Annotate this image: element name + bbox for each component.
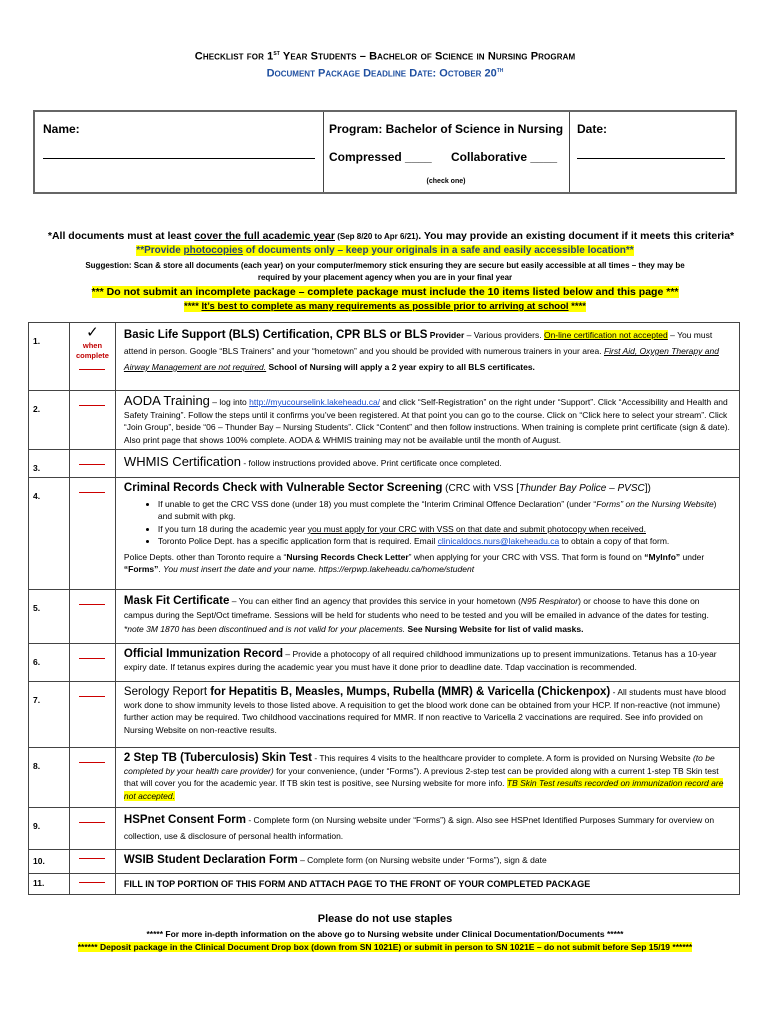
table-row — [29, 478, 740, 590]
table-row — [29, 682, 740, 748]
item-number: 11. — [29, 874, 70, 895]
name-cell — [35, 112, 324, 192]
completion-blank[interactable] — [79, 604, 105, 605]
list-item: • Toronto Police Dept. has a specific application form that is required. Email clinicaldocs.nurs@lakeheadu.ca to obtain a copy of that form. — [158, 535, 731, 548]
item-number: 1. — [29, 323, 70, 391]
table-row — [29, 850, 740, 874]
page-title: Checklist for 1st Year Students – Bachelor of Science in Nursing Program — [194, 50, 576, 63]
table-row — [29, 748, 740, 808]
crc-bullet-list — [124, 498, 731, 548]
incomplete-warning: *** Do not submit an incomplete package – complete package must include the 10 items listed below and this page *** — [91, 286, 679, 298]
date-label: Date: — [577, 122, 608, 136]
completion-blank[interactable] — [79, 858, 105, 859]
student-info-box — [33, 110, 737, 194]
completion-blank[interactable] — [79, 464, 105, 465]
compressed-option[interactable]: Compressed ____ — [329, 150, 432, 164]
item-body: Mask Fit Certificate – You can either find an agency that provides this service in your hometown (N95 Respirator) or choose to have this done on campus during the Sept/Oct timeframe. Sessions will be held for students who need to be tested and you will be emailed in advance of the dates for testing. *note 3M 1870 has been discontinued and is not valid for your placements. See Nursing Website for list of valid masks. — [115, 590, 739, 644]
check-cell[interactable] — [70, 478, 116, 590]
date-field[interactable] — [577, 158, 725, 159]
completion-blank[interactable] — [79, 696, 105, 697]
check-cell[interactable] — [70, 808, 116, 850]
item-body: HSPnet Consent Form - Complete form (on Nursing website under “Forms”) & sign. Also see HSPnet Identified Purposes Summary for overview on collection, use & disclosure of personal health information. — [115, 808, 739, 850]
program-cell — [323, 112, 570, 192]
item-body: Criminal Records Check with Vulnerable Sector Screening (CRC with VSS [Thunder Bay Police – PVSC]) • If unable to get the CRC VSS done (under 18) you must complete the “Interim Criminal Offence Declaration” (under “Forms” on the Nursing Website) and submit with pkg. • If you turn 18 during the academic year you must apply for your CRC with VSS on that date and submit photocopy when received. • Toronto Police Dept. has a specific application form that is required. Email clinicaldocs.nurs@lakeheadu.ca to obtain a copy of that form. Police Depts. other than Toronto require a “Nursing Records Check Letter” when applying for your CRC with VSS. That form is found on “MyInfo” under “Forms”. You must insert the date and your name. https://erpwp.lakeheadu.ca/home/student — [115, 478, 739, 590]
suggestion-note: Suggestion: Scan & store all documents (each year) on your computer/memory stick ensuring they are secure but easily accessible at all times – they may be required by your placement agency when you are in your final year — [85, 261, 685, 282]
item-number: 10. — [29, 850, 70, 874]
item-number: 8. — [29, 748, 70, 808]
item-number: 9. — [29, 808, 70, 850]
check-cell[interactable] — [70, 590, 116, 644]
item-body: Serology Report for Hepatitis B, Measles, Mumps, Rubella (MMR) & Varicella (Chickenpox) - All students must have blood work done to show immunity levels to those listed above. A requisition to get the blood work done can be obtained from your HCP. If non-reactive (not immune) further action may be required. Two childhood vaccinations required for MMR. If non reactive to Varicella 2 vaccinations are required. See info provided on Nursing Website on non-reactive results. — [115, 682, 739, 748]
item-body: 2 Step TB (Tuberculosis) Skin Test - This requires 4 visits to the healthcare provider to complete. A form is provided on Nursing Website (to be completed by your health care provider) for your convenience, (under “Forms”). A previous 2-step test can be provided along with a current 1-step TB Skin test that will cover you for the academic year. If TB skin test is positive, see Nursing website for more info. TB Skin Test results recorded on immunization record are not accepted. — [115, 748, 739, 808]
check-cell[interactable] — [70, 748, 116, 808]
check-one-note: (check one) — [426, 178, 466, 185]
completion-blank[interactable] — [79, 822, 105, 823]
item-number: 4. — [29, 478, 70, 590]
completion-blank[interactable] — [79, 405, 105, 406]
table-row — [29, 644, 740, 682]
coverage-note: *All documents must at least cover the full academic year (Sep 8/20 to Apr 6/21). You may provide an existing document if it meets this criteria* — [47, 230, 735, 242]
table-row — [29, 590, 740, 644]
check-cell[interactable] — [70, 874, 116, 895]
deadline-date: Document Package Deadline Date: October 20th — [266, 67, 504, 80]
email-link[interactable]: clinicaldocs.nurs@lakeheadu.ca — [437, 536, 560, 546]
complete-early-note: **** It’s best to complete as many requirements as possible prior to arriving at school **** — [184, 301, 586, 312]
table-row — [29, 874, 740, 895]
item-body: AODA Training – log into http://myucourselink.lakeheadu.ca/ and click “Self-Registration” on the right under “Support”. Click “Accessibility and Health and Safety Training”. Follow the steps until it confirms you’ve been registered. At that point you can go to the course. Click on “Click here to select your stream”. Click “Join Group”, beside “06 – Thunder Bay – Nursing Students”. Click “Content” and then follow instructions. When training is complete print certificate (sign & date). Also print page that shows 100% complete. AODA & WHMIS training may not be available until the month of August. — [115, 391, 739, 450]
table-row — [29, 450, 740, 478]
table-row — [29, 391, 740, 450]
completion-blank[interactable] — [79, 658, 105, 659]
completion-blank[interactable] — [79, 369, 105, 370]
item-body: Basic Life Support (BLS) Certification, CPR BLS or BLS Provider – Various providers. On-line certification not accepted – You must attend in person. Google “BLS Trainers” and your “hometown” and you should be provided with numerous trainers in your area. First Aid, Oxygen Therapy and Airway Management are not required. School of Nursing will apply a 2 year expiry to all BLS certificates. — [115, 323, 739, 391]
photocopy-note: **Provide photocopies of documents only – keep your originals in a safe and easily accessible location** — [136, 245, 634, 256]
no-staples-note: Please do not use staples — [317, 913, 453, 925]
program-label: Program: Bachelor of Science in Nursing — [329, 122, 564, 136]
name-label: Name: — [43, 122, 80, 136]
table-row — [29, 808, 740, 850]
date-cell — [569, 112, 735, 192]
check-cell[interactable] — [70, 682, 116, 748]
check-mark-icon: ✓ — [86, 324, 99, 341]
item-number: 6. — [29, 644, 70, 682]
drop-box-note: ****** Deposit package in the Clinical Document Drop box (down from SN 1021E) or submit in person to SN 1021E – do not submit before Sep 15/19 ****** — [77, 942, 693, 952]
item-number: 2. — [29, 391, 70, 450]
course-link[interactable]: http://myucourselink.lakeheadu.ca/ — [249, 397, 381, 407]
check-cell[interactable] — [70, 644, 116, 682]
item-body: WHMIS Certification - follow instructions provided above. Print certificate once completed. — [115, 450, 739, 478]
completion-blank[interactable] — [79, 762, 105, 763]
check-cell[interactable] — [70, 391, 116, 450]
checklist-table — [28, 322, 740, 895]
website-info-note: ***** For more in-depth information on the above go to Nursing website under Clinical Documentation/Documents ***** — [146, 929, 624, 939]
item-number: 5. — [29, 590, 70, 644]
completion-blank[interactable] — [79, 882, 105, 883]
item-body: FILL IN TOP PORTION OF THIS FORM AND ATTACH PAGE TO THE FRONT OF YOUR COMPLETED PACKAGE — [115, 874, 739, 895]
when-complete-label: when complete — [76, 341, 109, 360]
check-cell[interactable] — [70, 850, 116, 874]
name-field[interactable] — [43, 158, 315, 159]
list-item: • If unable to get the CRC VSS done (under 18) you must complete the “Interim Criminal Offence Declaration” (under “Forms” on the Nursing Website) and submit with pkg. — [158, 498, 731, 523]
list-item: • If you turn 18 during the academic year you must apply for your CRC with VSS on that date and submit photocopy when received. — [158, 523, 731, 536]
check-cell[interactable] — [70, 323, 116, 391]
table-row — [29, 323, 740, 391]
completion-blank[interactable] — [79, 492, 105, 493]
item-body: Official Immunization Record – Provide a photocopy of all required childhood immunizations up to present immunizations. Tetanus has a 10-year expiry date. If tetanus expires during the academic year you must have it done prior to deadline date. Tdap vaccination is recommended. — [115, 644, 739, 682]
item-body: WSIB Student Declaration Form – Complete form (on Nursing website under “Forms”), sign & date — [115, 850, 739, 874]
item-number: 3. — [29, 450, 70, 478]
item-number: 7. — [29, 682, 70, 748]
check-cell[interactable] — [70, 450, 116, 478]
collaborative-option[interactable]: Collaborative ____ — [451, 150, 558, 164]
